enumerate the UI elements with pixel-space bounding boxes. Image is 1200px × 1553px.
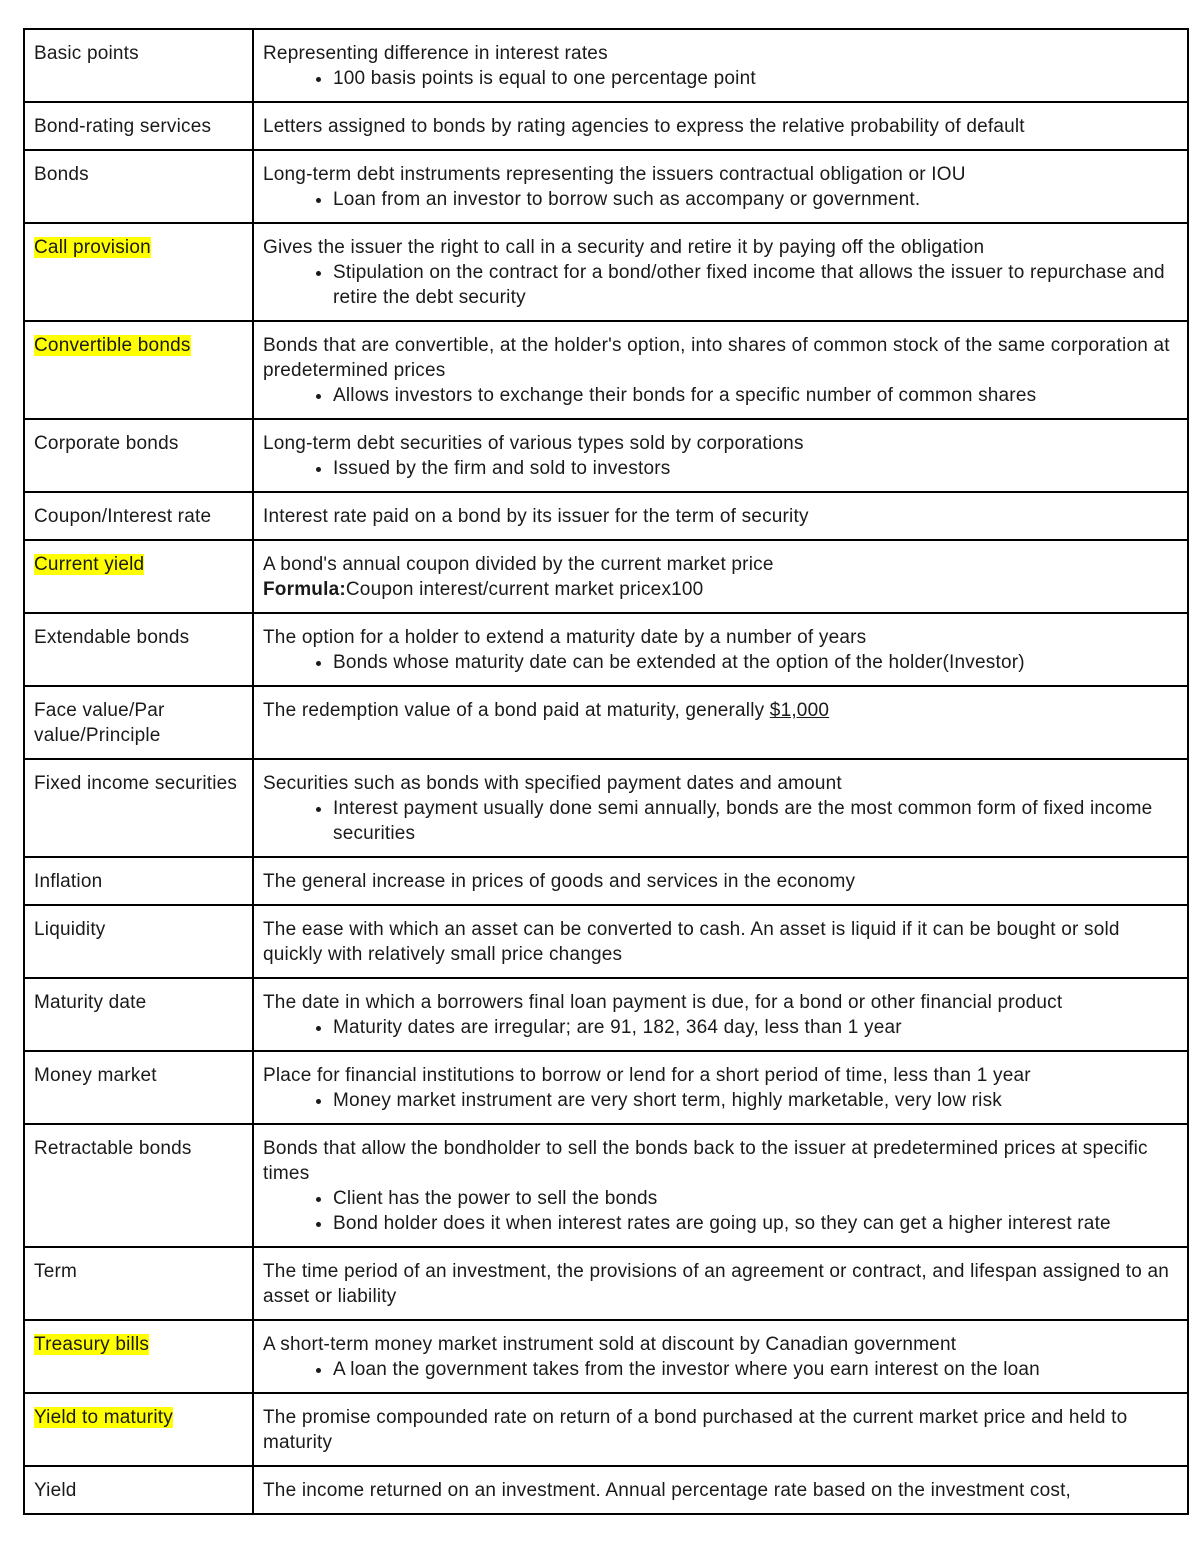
term-cell	[24, 978, 253, 1051]
term-cell	[24, 150, 253, 223]
definition-line	[263, 1332, 1178, 1357]
term-cell	[24, 686, 253, 759]
term-cell	[24, 29, 253, 102]
table-row	[24, 321, 1188, 419]
definition-text: A bond's annual coupon divided by the current market price	[263, 554, 774, 575]
table-row	[24, 492, 1188, 540]
definition-line	[263, 698, 1178, 723]
term-cell	[24, 759, 253, 857]
highlighted-term: Treasury bills	[34, 1334, 150, 1355]
bullet-list	[263, 187, 1178, 212]
definition-cell	[253, 1466, 1188, 1514]
definition-text: A short-term money market instrument sold at discount by Canadian government	[263, 1334, 957, 1355]
definition-cell	[253, 1247, 1188, 1320]
term-cell	[24, 419, 253, 492]
definition-line	[263, 41, 1178, 66]
bullet-list	[263, 650, 1178, 675]
term-label: Corporate bonds	[34, 433, 179, 454]
bullet-item: • Money market instrument are very short term, highly marketable, very low risk	[333, 1088, 1178, 1113]
definition-line	[263, 552, 1178, 577]
table-row	[24, 1124, 1188, 1247]
formula-line	[263, 577, 1178, 602]
bullet-item: • Loan from an investor to borrow such as accompany or government.	[333, 187, 1178, 212]
term-cell	[24, 321, 253, 419]
table-row	[24, 1247, 1188, 1320]
bullet-item: • Stipulation on the contract for a bond/other fixed income that allows the issuer to repurchase and retire the debt security	[333, 260, 1178, 310]
term-label: Bonds	[34, 164, 89, 185]
formula-label: Formula:	[263, 579, 346, 600]
definition-cell	[253, 1320, 1188, 1393]
table-row	[24, 613, 1188, 686]
term-cell	[24, 223, 253, 321]
bullet-list	[263, 260, 1178, 310]
table-row	[24, 223, 1188, 321]
definition-cell	[253, 321, 1188, 419]
definition-line	[263, 869, 1178, 894]
definition-text: Securities such as bonds with specified payment dates and amount	[263, 773, 842, 794]
definition-cell	[253, 905, 1188, 978]
definition-line	[263, 431, 1178, 456]
definition-cell	[253, 1393, 1188, 1466]
term-cell	[24, 613, 253, 686]
term-cell	[24, 102, 253, 150]
bullet-item: • A loan the government takes from the investor where you earn interest on the loan	[333, 1357, 1178, 1382]
definition-line	[263, 771, 1178, 796]
term-cell	[24, 1247, 253, 1320]
bullet-item: • Interest payment usually done semi annually, bonds are the most common form of fixed income securities	[333, 796, 1178, 846]
definition-text: Place for financial institutions to borrow or lend for a short period of time, less than 1 year	[263, 1065, 1031, 1086]
definition-text: The ease with which an asset can be converted to cash. An asset is liquid if it can be bought or sold quickly with relatively small price changes	[263, 919, 1120, 965]
term-cell	[24, 1320, 253, 1393]
definition-cell	[253, 613, 1188, 686]
definition-text: The general increase in prices of goods and services in the economy	[263, 871, 856, 892]
table-row	[24, 1393, 1188, 1466]
definition-cell	[253, 978, 1188, 1051]
bullet-list	[263, 1088, 1178, 1113]
table-row	[24, 150, 1188, 223]
term-label: Yield	[34, 1480, 77, 1501]
bullet-list	[263, 1186, 1178, 1236]
table-row	[24, 686, 1188, 759]
term-cell	[24, 492, 253, 540]
bullet-item: • 100 basis points is equal to one percentage point	[333, 66, 1178, 91]
table-row	[24, 29, 1188, 102]
definition-cell	[253, 1124, 1188, 1247]
table-row	[24, 1466, 1188, 1514]
table-row	[24, 102, 1188, 150]
bullet-list	[263, 1015, 1178, 1040]
definition-cell	[253, 540, 1188, 613]
bullet-list	[263, 383, 1178, 408]
glossary-body	[24, 29, 1188, 1514]
term-cell	[24, 540, 253, 613]
table-row	[24, 1051, 1188, 1124]
table-row	[24, 759, 1188, 857]
formula-text: Coupon interest/current market pricex100	[345, 579, 704, 600]
definition-text: Bonds that are convertible, at the holder's option, into shares of common stock of the same corporation at predetermined prices	[263, 335, 1170, 381]
term-label: Liquidity	[34, 919, 106, 940]
definition-text: Long-term debt instruments representing the issuers contractual obligation or IOU	[263, 164, 966, 185]
definition-cell	[253, 1051, 1188, 1124]
highlighted-term: Current yield	[34, 554, 145, 575]
definition-text: The option for a holder to extend a maturity date by a number of years	[263, 627, 867, 648]
bullet-item: • Allows investors to exchange their bonds for a specific number of common shares	[333, 383, 1178, 408]
term-label: Extendable bonds	[34, 627, 190, 648]
definition-line	[263, 1405, 1178, 1455]
term-label: Term	[34, 1261, 78, 1282]
bullet-item: • Bond holder does it when interest rates are going up, so they can get a higher interest rate	[333, 1211, 1178, 1236]
definition-text: The promise compounded rate on return of a bond purchased at the current market price and held to maturity	[263, 1407, 1128, 1453]
definition-line	[263, 235, 1178, 260]
term-cell	[24, 1051, 253, 1124]
bullet-item: • Bonds whose maturity date can be extended at the option of the holder(Investor)	[333, 650, 1178, 675]
definition-text: Long-term debt securities of various types sold by corporations	[263, 433, 804, 454]
bullet-item: • Issued by the firm and sold to investors	[333, 456, 1178, 481]
definition-line	[263, 504, 1178, 529]
term-cell	[24, 857, 253, 905]
underlined-amount: $1,000	[769, 700, 830, 721]
definition-text: Letters assigned to bonds by rating agencies to express the relative probability of default	[263, 116, 1025, 137]
definition-cell	[253, 759, 1188, 857]
bullet-list	[263, 456, 1178, 481]
bullet-list	[263, 1357, 1178, 1382]
highlighted-term: Convertible bonds	[34, 335, 191, 356]
definition-text: Representing difference in interest rates	[263, 43, 608, 64]
term-label: Fixed income securities	[34, 773, 238, 794]
definition-cell	[253, 29, 1188, 102]
highlighted-term: Call provision	[34, 237, 151, 258]
definition-line	[263, 1259, 1178, 1309]
definition-line	[263, 114, 1178, 139]
table-row	[24, 540, 1188, 613]
table-row	[24, 857, 1188, 905]
term-cell	[24, 905, 253, 978]
definition-line	[263, 333, 1178, 383]
definition-line	[263, 1478, 1178, 1503]
table-row	[24, 1320, 1188, 1393]
term-label: Face value/Par value/Principle	[34, 700, 165, 746]
definition-text: The income returned on an investment. Annual percentage rate based on the investment cost,	[263, 1480, 1072, 1501]
definition-cell	[253, 492, 1188, 540]
definition-cell	[253, 102, 1188, 150]
bullet-list	[263, 796, 1178, 846]
term-cell	[24, 1466, 253, 1514]
definition-line	[263, 162, 1178, 187]
definition-text: The time period of an investment, the provisions of an agreement or contract, and lifespan assigned to an asset or liability	[263, 1261, 1170, 1307]
term-label: Money market	[34, 1065, 157, 1086]
definition-line	[263, 917, 1178, 967]
definition-line	[263, 1063, 1178, 1088]
table-row	[24, 978, 1188, 1051]
bullet-list	[263, 66, 1178, 91]
glossary-table	[23, 28, 1189, 1515]
definition-text: Gives the issuer the right to call in a security and retire it by paying off the obligation	[263, 237, 985, 258]
term-label: Maturity date	[34, 992, 147, 1013]
definition-text: Interest rate paid on a bond by its issuer for the term of security	[263, 506, 809, 527]
bullet-item: • Maturity dates are irregular; are 91, 182, 364 day, less than 1 year	[333, 1015, 1178, 1040]
definition-text: The date in which a borrowers final loan payment is due, for a bond or other financial product	[263, 992, 1063, 1013]
term-label: Bond-rating services	[34, 116, 212, 137]
definition-cell	[253, 857, 1188, 905]
definition-line	[263, 1136, 1178, 1186]
bullet-item: • Client has the power to sell the bonds	[333, 1186, 1178, 1211]
definition-line	[263, 990, 1178, 1015]
definition-line	[263, 625, 1178, 650]
highlighted-term: Yield to maturity	[34, 1407, 173, 1428]
term-cell	[24, 1393, 253, 1466]
term-label: Coupon/Interest rate	[34, 506, 212, 527]
definition-cell	[253, 223, 1188, 321]
definition-text: Bonds that allow the bondholder to sell the bonds back to the issuer at predetermined prices at specific times	[263, 1138, 1148, 1184]
term-label: Basic points	[34, 43, 139, 64]
definition-text: The redemption value of a bond paid at maturity, generally	[263, 700, 770, 721]
term-cell	[24, 1124, 253, 1247]
definition-cell	[253, 686, 1188, 759]
definition-cell	[253, 150, 1188, 223]
term-label: Retractable bonds	[34, 1138, 192, 1159]
term-label: Inflation	[34, 871, 103, 892]
table-row	[24, 419, 1188, 492]
definition-cell	[253, 419, 1188, 492]
table-row	[24, 905, 1188, 978]
